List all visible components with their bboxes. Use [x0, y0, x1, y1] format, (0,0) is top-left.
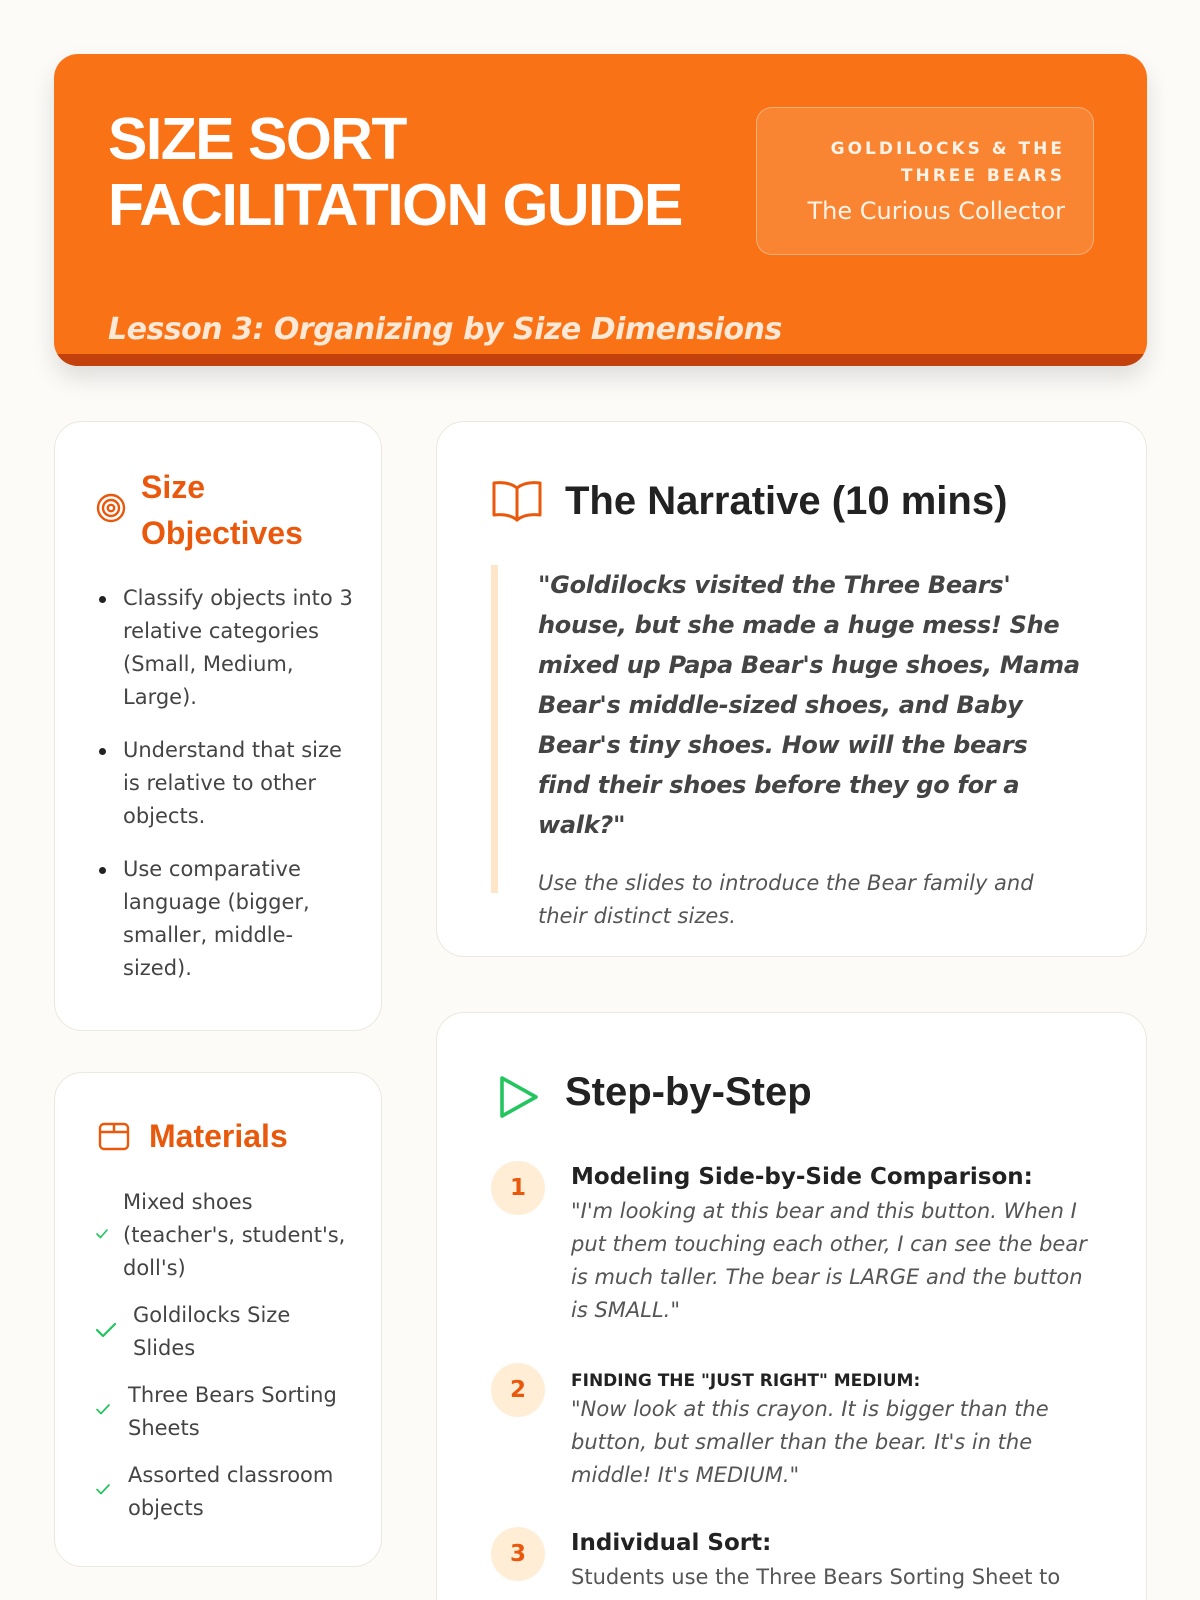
series-badge	[756, 107, 1094, 255]
steps-card	[436, 1012, 1147, 1600]
target-icon	[95, 492, 127, 524]
materials-card	[54, 1072, 382, 1567]
brand-name: The Curious Collector	[807, 197, 1065, 225]
materials-title: Materials	[149, 1118, 288, 1154]
narrative-note: Use the slides to introduce the Bear family and their distinct sizes.	[538, 871, 1034, 928]
check-icon	[95, 1228, 109, 1240]
step-number: 2	[491, 1363, 545, 1417]
objective-item: Use comparative language (bigger, smaller, middle-sized).	[123, 853, 353, 985]
objective-item: Classify objects into 3 relative categories (Small, Medium, Large).	[123, 582, 353, 714]
narrative-quote: "Goldilocks visited the Three Bears' house, but she made a huge mess! She mixed up Papa Bear's huge shoes, Mama Bear's middle-sized shoes, and Baby Bear's tiny shoes. How will the bears find their shoes before they go for a walk?"	[538, 571, 1080, 839]
step-title: FINDING THE "JUST RIGHT" MEDIUM:	[571, 1371, 921, 1391]
steps-title: Step-by-Step	[565, 1070, 812, 1114]
step-title: Modeling Side-by-Side Comparison:	[571, 1164, 1033, 1190]
material-item: Assorted classroom objects	[95, 1459, 357, 1525]
objectives-list	[123, 582, 353, 985]
step-title: Individual Sort:	[571, 1530, 772, 1556]
step-text: "I'm looking at this bear and this button. When I put them touching each other, I can see the bear is much taller. The bear is LARGE and the button is SMALL."	[571, 1199, 1087, 1322]
lesson-subtitle: Lesson 3: Organizing by Size Dimensions	[108, 312, 782, 347]
narrative-quote-block	[491, 565, 1081, 928]
check-icon	[95, 1483, 111, 1496]
step-number: 1	[491, 1161, 545, 1215]
check-icon	[95, 1403, 111, 1416]
objective-item: Understand that size is relative to other objects.	[123, 734, 353, 833]
step-number: 3	[491, 1527, 545, 1581]
play-icon	[497, 1073, 541, 1121]
narrative-card	[436, 421, 1147, 957]
material-item: Goldilocks Size Slides	[95, 1299, 355, 1365]
step-text: Students use the Three Bears Sorting Sheet to	[571, 1565, 1061, 1589]
narrative-title: The Narrative (10 mins)	[565, 479, 1008, 523]
step-text: "Now look at this crayon. It is bigger than the button, but smaller than the bear. It's in the middle! It's MEDIUM."	[571, 1397, 1049, 1487]
material-item: Three Bears Sorting Sheets	[95, 1379, 357, 1445]
objectives-card	[54, 421, 382, 1031]
page-title: SIZE SORT FACILITATION GUIDE	[108, 106, 682, 238]
book-open-icon	[491, 478, 543, 524]
series-label: GOLDILOCKS & THE THREE BEARS	[830, 139, 1065, 186]
box-icon	[97, 1119, 131, 1153]
objectives-title: Size Objectives	[141, 469, 303, 551]
check-icon	[95, 1321, 117, 1339]
header-banner	[54, 54, 1147, 366]
material-item: Mixed shoes (teacher's, student's, doll's)	[95, 1186, 355, 1285]
